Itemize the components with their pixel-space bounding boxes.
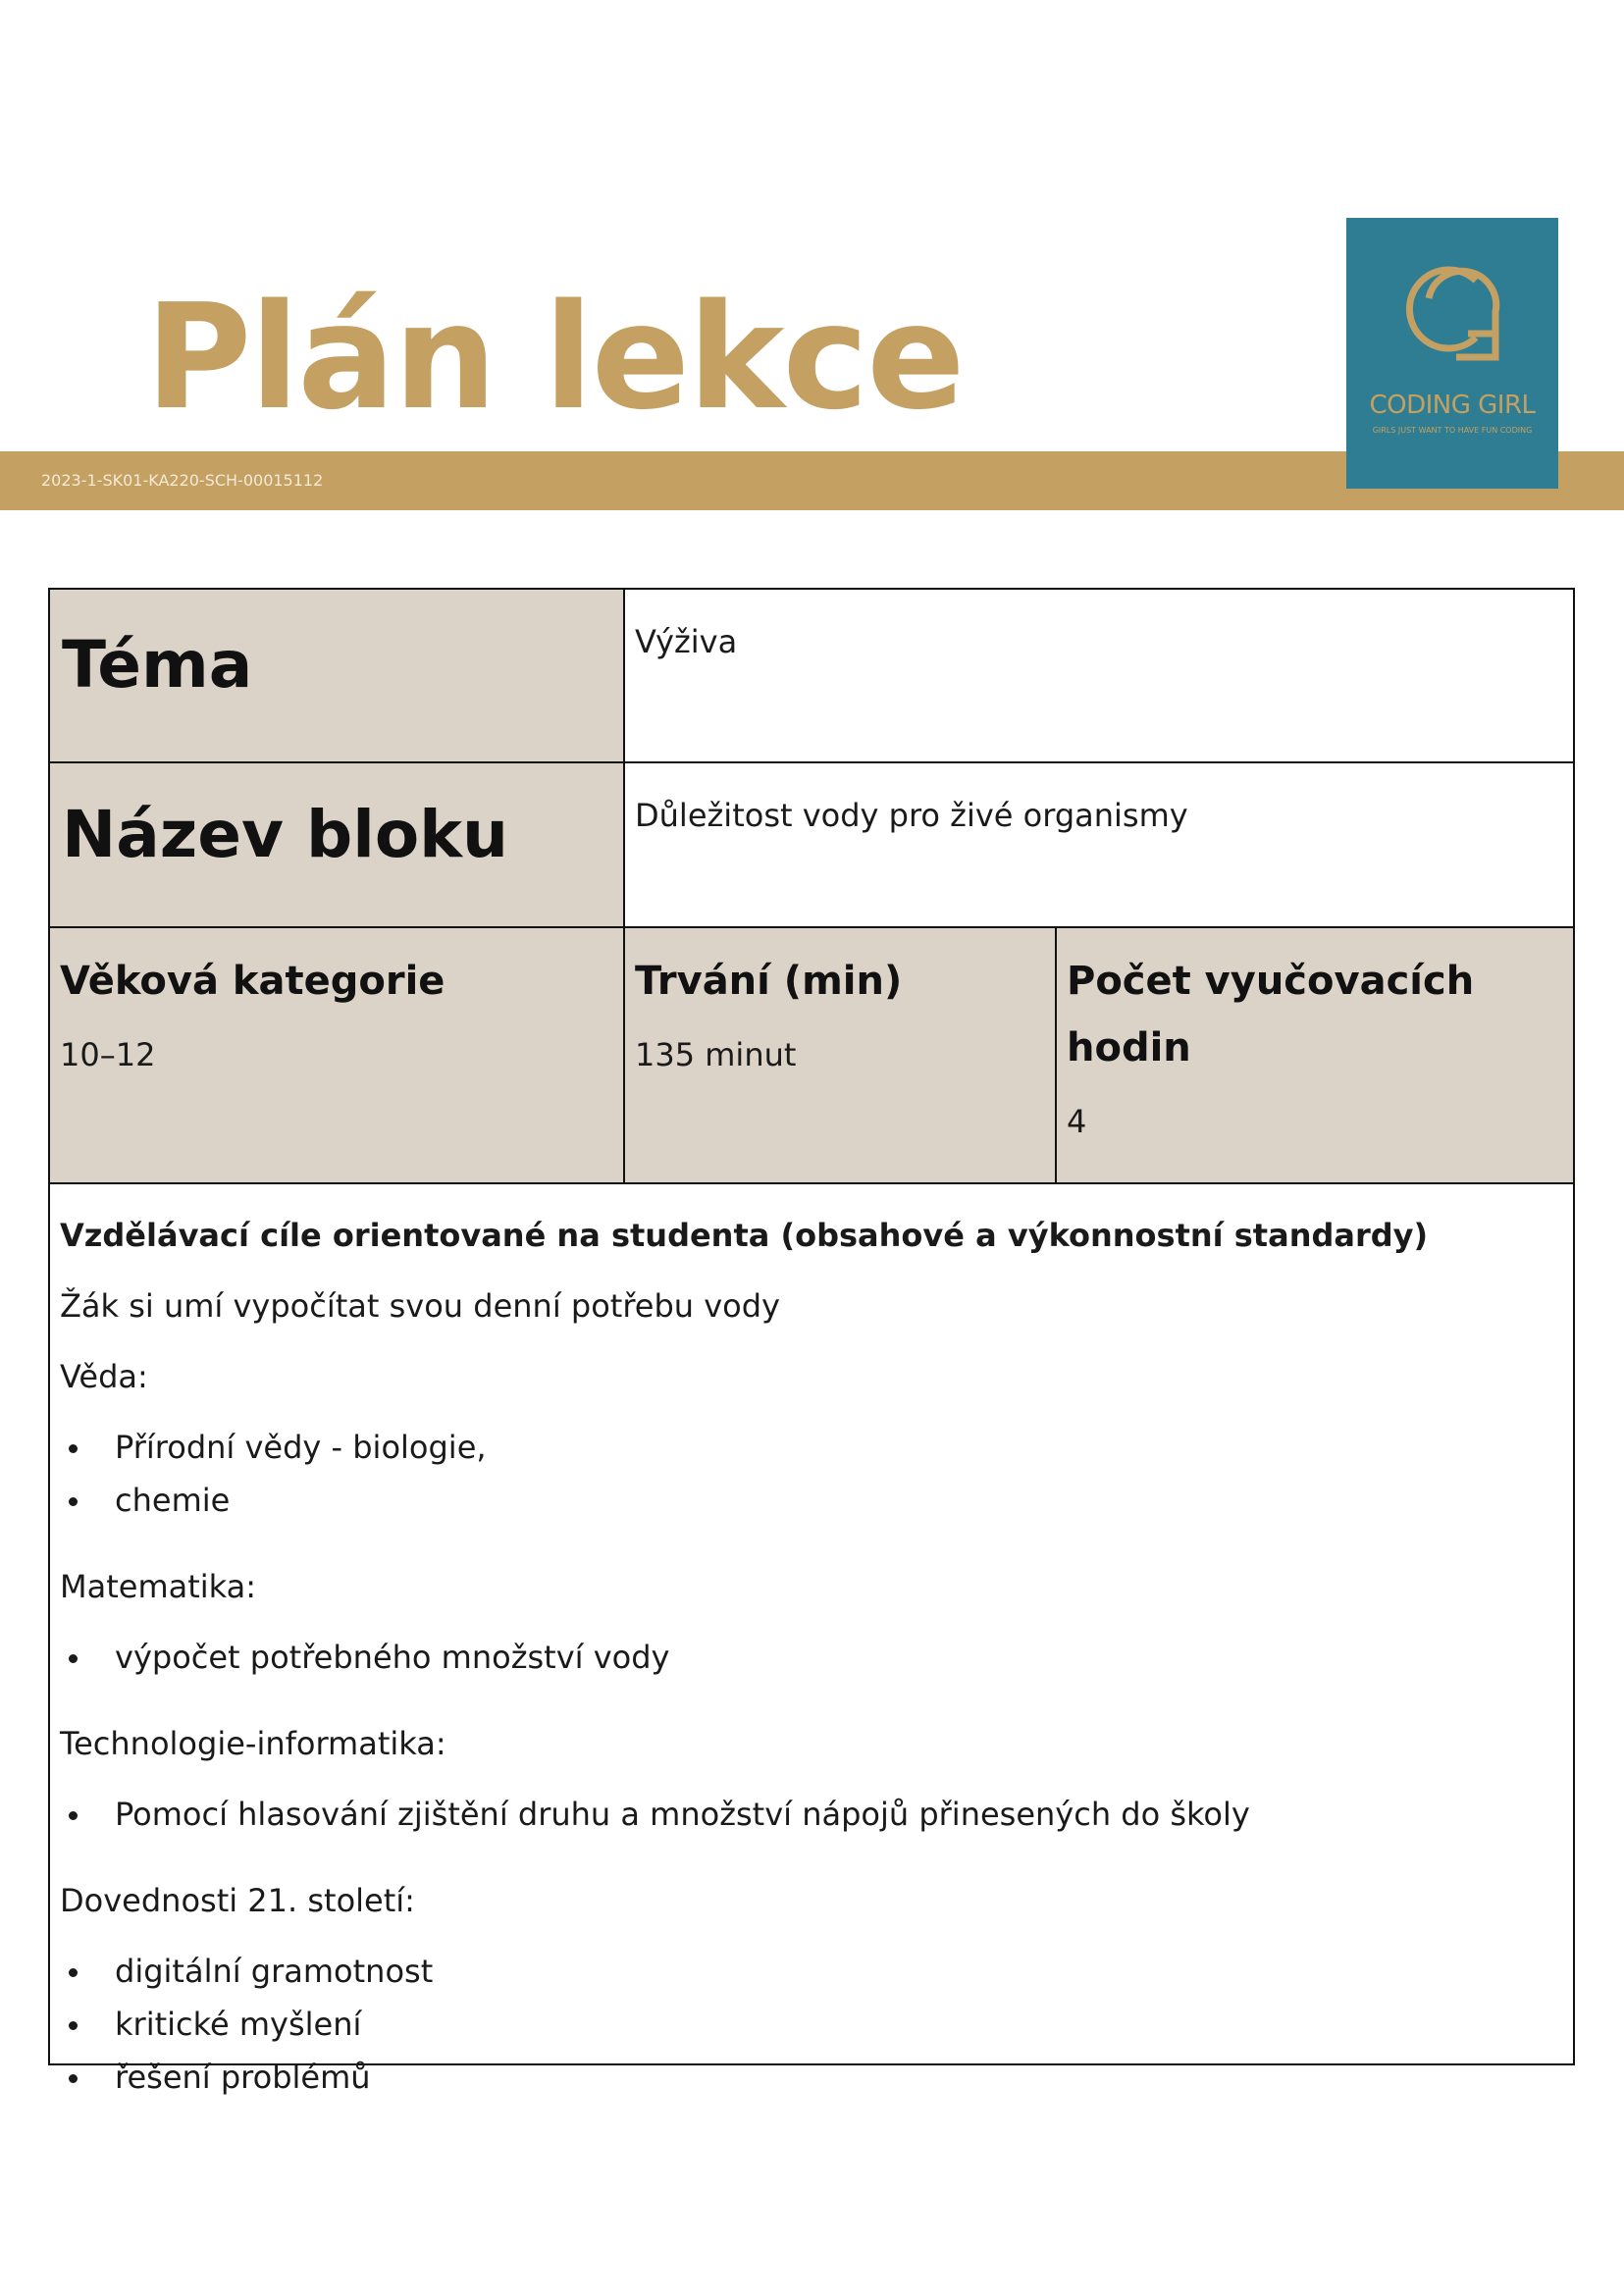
duration-label: Trvání (min) (635, 959, 903, 1004)
column-divider (623, 590, 625, 1182)
list-item: chemie (60, 1477, 1553, 1563)
topic-label: Téma (62, 627, 253, 703)
list-item: kritické myšlení (60, 2001, 1553, 2054)
block-value: Důležitost vody pro živé organismy (635, 797, 1188, 834)
list-item: digitální gramotnost (60, 1948, 1553, 2001)
block-label-cell (50, 763, 623, 926)
topic-value: Výživa (635, 623, 738, 660)
age-cell (50, 928, 623, 1182)
coding-girl-logo (1346, 218, 1558, 489)
list-item: Přírodní vědy - biologie, (60, 1424, 1553, 1477)
lessons-value: 4 (1067, 1103, 1087, 1140)
list-item: řešení problémů (60, 2054, 1553, 2107)
lessons-label-line2: hodin (1067, 1025, 1191, 1070)
project-code: 2023-1-SK01-KA220-SCH-00015112 (41, 471, 324, 490)
age-label: Věková kategorie (60, 959, 445, 1004)
duration-cell (625, 928, 1055, 1182)
science-label: Věda: (60, 1358, 148, 1395)
math-label: Matematika: (60, 1568, 257, 1605)
page-title: Plán lekce (145, 273, 964, 442)
list-item: výpočet potřebného množství vody (60, 1634, 1553, 1720)
block-label: Název bloku (62, 797, 509, 872)
lessons-label-line1: Počet vyučovacích (1067, 959, 1475, 1004)
tech-label: Technologie-informatika: (60, 1725, 446, 1762)
goals-title: Vzdělávací cíle orientované na studenta (obsahové a výkonnostní standardy) (60, 1217, 1429, 1254)
topic-value-cell (625, 590, 1573, 761)
block-value-cell (625, 763, 1573, 926)
lessons-cell (1057, 928, 1573, 1182)
column-divider (1055, 928, 1057, 1182)
logo-name: CODING GIRL (1369, 391, 1536, 420)
skills-label: Dovednosti 21. století: (60, 1882, 415, 1919)
cg-monogram-icon (1399, 255, 1505, 383)
list-item: Pomocí hlasování zjištění druhu a množství nápojů přinesených do školy (60, 1791, 1553, 1877)
lesson-table (48, 588, 1575, 2096)
goals-cell (50, 1184, 1573, 2096)
goals-intro: Žák si umí vypočítat svou denní potřebu vody (60, 1287, 780, 1325)
logo-tagline: GIRLS JUST WANT TO HAVE FUN CODING (1372, 426, 1533, 435)
age-value: 10–12 (60, 1036, 156, 1073)
topic-label-cell (50, 590, 623, 761)
goals-content (60, 1212, 1553, 2107)
duration-value: 135 minut (635, 1036, 797, 1073)
